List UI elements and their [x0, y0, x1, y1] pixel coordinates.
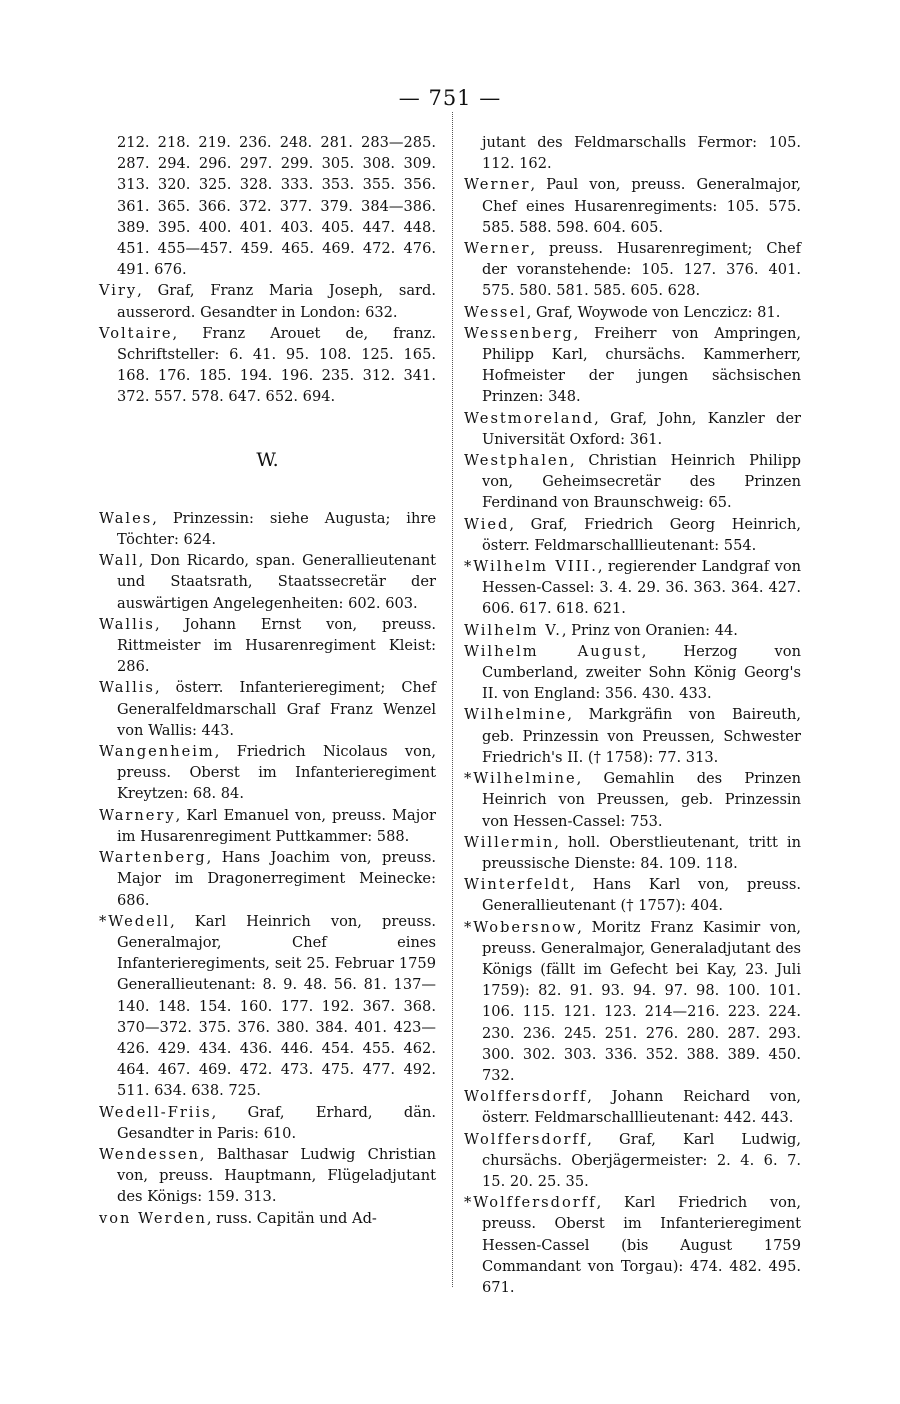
index-entry — [99, 614, 436, 678]
entry-text: , Hans Karl von, preuss. Generallieutenant († 1757): 404. — [482, 876, 801, 915]
left-column — [99, 132, 436, 1229]
entry-text: , Graf, Erhard, dän. Gesandter in Paris: 610. — [117, 1103, 436, 1142]
entry-text: , Graf, Franz Maria Joseph, sard. ausserord. Gesandter in London: 632. — [117, 282, 436, 321]
entry-name: Wangenheim — [99, 743, 215, 761]
index-entry — [464, 917, 801, 1087]
index-entry — [99, 911, 436, 1102]
index-entry — [464, 832, 801, 874]
entry-name: Wessel — [464, 303, 527, 321]
index-entry — [464, 620, 801, 641]
entry-name: Viry — [99, 282, 138, 300]
continuation-text: 212. 218. 219. 236. 248. 281. 283—285. 287. 294. 296. 297. 299. 305. 308. 309. 313. 320. 325. 328. 333. 353. 355. 356. 361. 365. 366. 372. 377. 379. 384—386. 389. 395. 400. 401. 403. 405. 447. 448. 451. 455—457. 459. 465. 469. 472. 476. 491. 676. — [117, 134, 436, 279]
index-entry — [464, 238, 801, 302]
index-entry — [99, 1208, 436, 1229]
entry-text: , Moritz Franz Kasimir von, preuss. Generalmajor, Generaladjutant des Königs (fällt im Gefecht bei Kay, 23. Juli 1759): 82. 91. 93. 94. 97. 98. 100. 101. 106. 115. 121. 123. 214—216. 223. 224. 230. 236. 245. 251. 276. 280. 287. 293. 300. 302. 303. 336. 352. 388. 389. 450. 732. — [482, 918, 801, 1084]
entry-name: Warnery — [99, 806, 176, 824]
entry-text: , Friedrich Nicolaus von, preuss. Oberst im Infanterieregiment Kreytzen: 68. 84. — [117, 743, 436, 803]
entry-name: Wallis — [99, 615, 155, 633]
entries — [464, 174, 801, 1298]
index-entry — [464, 174, 801, 238]
entry-text: , Graf, Friedrich Georg Heinrich, österr. Feldmarschalllieutenant: 554. — [482, 515, 801, 554]
entry-text: , regierender Landgraf von Hessen-Cassel: 3. 4. 29. 36. 363. 364. 427. 606. 617. 618. 621. — [482, 558, 802, 618]
entry-text: , Don Ricardo, span. Generallieutenant und Staatsrath, Staatssecretär der auswärtigen Angelegenheiten: 602. 603. — [117, 552, 436, 612]
entry-text: , Johann Ernst von, preuss. Rittmeister im Husarenregiment Kleist: 286. — [117, 615, 436, 676]
entry-text: , Graf, John, Kanzler der Universität Oxford: 361. — [482, 409, 801, 448]
entry-text: , Gemahlin des Prinzen Heinrich von Preussen, geb. Prinzessin von Hessen-Cassel: 753. — [482, 770, 801, 830]
entry-text: , Freiherr von Ampringen, Philipp Karl, chursächs. Kammerherr, Hofmeister der jungen sächsischen Prinzen: 348. — [482, 324, 801, 406]
entry-text: , Karl Friedrich von, preuss. Oberst im Infanterieregiment Hessen-Cassel (bis August 1759 Commandant von Torgau): 474. 482. 495. 671. — [482, 1194, 801, 1296]
entry-name: Wolffersdorff — [464, 1130, 588, 1148]
entry-name: Wessenberg — [464, 324, 574, 342]
index-entry — [464, 302, 801, 323]
entry-name: Werner — [464, 240, 531, 258]
index-entry — [99, 280, 436, 322]
index-entry — [464, 768, 801, 832]
index-entry — [464, 323, 801, 408]
entry-text: , Markgräfin von Baireuth, geb. Prinzessin von Preussen, Schwester Friedrich's II. († 1758): 77. 313. — [482, 706, 801, 766]
entry-name: von Werden — [99, 1209, 207, 1227]
entry-text: , Karl Emanuel von, preuss. Major im Husarenregiment Puttkammer: 588. — [117, 806, 436, 845]
entry-name: *Wilhelmine — [464, 770, 577, 788]
entry-name: Werner — [464, 176, 531, 194]
entry-text: , österr. Infanterieregiment; Chef Generalfeldmarschall Graf Franz Wenzel von Wallis: 443. — [117, 679, 436, 739]
index-entry — [464, 874, 801, 916]
entry-name: Wedell-Friis — [99, 1103, 212, 1121]
section-heading: W. — [256, 448, 279, 471]
page-number: — 751 — — [398, 86, 502, 110]
entry-name: Voltaire — [99, 324, 173, 342]
entry-name: *Wedell — [99, 912, 171, 930]
index-entry — [464, 704, 801, 768]
entry-text: , Johann Reichard von, österr. Feldmarschalllieutenant: 442. 443. — [482, 1088, 801, 1127]
entry-text: , preuss. Husarenregiment; Chef der voranstehende: 105. 127. 376. 401. 575. 580. 581. 585. 605. 628. — [482, 240, 801, 300]
entry-text: , Christian Heinrich Philipp von, Geheimsecretär des Prinzen Ferdinand von Braunschweig: 65. — [482, 452, 801, 512]
entry-name: Wartenberg — [99, 849, 207, 867]
index-entry — [464, 556, 801, 620]
index-entry — [464, 1192, 801, 1298]
index-entry — [464, 1129, 801, 1193]
entry-name: Westphalen — [464, 452, 570, 470]
entry-name: *Wilhelm VIII. — [464, 558, 598, 576]
entry-name: Wendessen — [99, 1145, 200, 1163]
entry-text: , Hans Joachim von, preuss. Major im Dragonerregiment Meinecke: 686. — [117, 849, 436, 909]
entry-text: , Karl Heinrich von, preuss. Generalmajor, Chef eines Infanterieregiments, seit 25. Februar 1759 Generallieutenant: 8. 9. 48. 56. 81. 137—140. 148. 154. 160. 177. 192. 367. 368. 370—372. 375. 376. 380. 384. 401. 423—426. 429. 434. 436. 446. 454. 455. 462. 464. 467. 469. 472. 473. 475. 477. 492. 511. 634. 638. 725. — [117, 912, 436, 1100]
index-entry — [99, 1102, 436, 1144]
entry-text: , Graf, Karl Ludwig, chursächs. Oberjägermeister: 2. 4. 6. 7. 15. 20. 25. 35. — [482, 1130, 801, 1190]
index-entry — [99, 847, 436, 911]
entry-name: Wilhelm V. — [464, 621, 562, 639]
entry-text: , Paul von, preuss. Generalmajor, Chef eines Husarenregiments: 105. 575. 585. 588. 598. 604. 605. — [482, 176, 801, 236]
right-column — [464, 132, 801, 1298]
entry-text: , russ. Capitän und Ad- — [206, 1209, 377, 1227]
entry-text: , Graf, Woywode von Lenczicz: 81. — [526, 303, 781, 321]
entry-text: , Balthasar Ludwig Christian von, preuss. Hauptmann, Flügeladjutant des Königs: 159. 313. — [117, 1145, 436, 1206]
index-entry — [464, 408, 801, 450]
entry-text: , Prinz von Oranien: 44. — [561, 621, 738, 639]
index-entry — [99, 508, 436, 550]
index-entry — [464, 514, 801, 556]
index-entry — [99, 323, 436, 408]
entry-text: , holl. Oberstlieutenant, tritt in preussische Dienste: 84. 109. 118. — [482, 833, 801, 872]
index-entry — [99, 550, 436, 614]
index-entry — [99, 1144, 436, 1208]
entry-name: *Wolffersdorff — [464, 1194, 597, 1212]
entry-text: , Franz Arouet de, franz. Schriftsteller: 6. 41. 95. 108. 125. 165. 168. 176. 185. 194. 196. 235. 312. 341. 372. 557. 578. 647. 652. 694. — [117, 324, 436, 406]
entry-name: Wales — [99, 509, 153, 527]
entry-name: Westmoreland — [464, 409, 595, 427]
entry-name: Wied — [464, 515, 510, 533]
index-entry — [99, 805, 436, 847]
entry-text: , Prinzessin: siehe Augusta; ihre Töchter: 624. — [117, 509, 436, 549]
entry-name: Wilhelmine — [464, 706, 568, 724]
index-entry — [464, 1086, 801, 1128]
index-entry — [99, 677, 436, 741]
entry-name: Wall — [99, 552, 139, 570]
index-entry — [99, 741, 436, 805]
entries-before — [99, 280, 436, 407]
continuation-text: jutant des Feldmarschalls Fermor: 105. 112. 162. — [482, 134, 801, 173]
entry-text: , Herzog von Cumberland, zweiter Sohn König Georg's II. von England: 356. 430. 433. — [482, 642, 801, 703]
entry-name: Wallis — [99, 679, 155, 697]
entry-name: Wilhelm August — [464, 642, 642, 660]
entry-name: Winterfeldt — [464, 876, 571, 894]
entry-name: Willermin — [464, 833, 555, 851]
entry-name: Wolffersdorff — [464, 1088, 588, 1106]
entries-after — [99, 508, 436, 1229]
index-entry — [464, 450, 801, 514]
entry-name: *Wobersnow — [464, 918, 578, 936]
column-divider — [452, 112, 453, 1287]
index-entry — [464, 641, 801, 705]
